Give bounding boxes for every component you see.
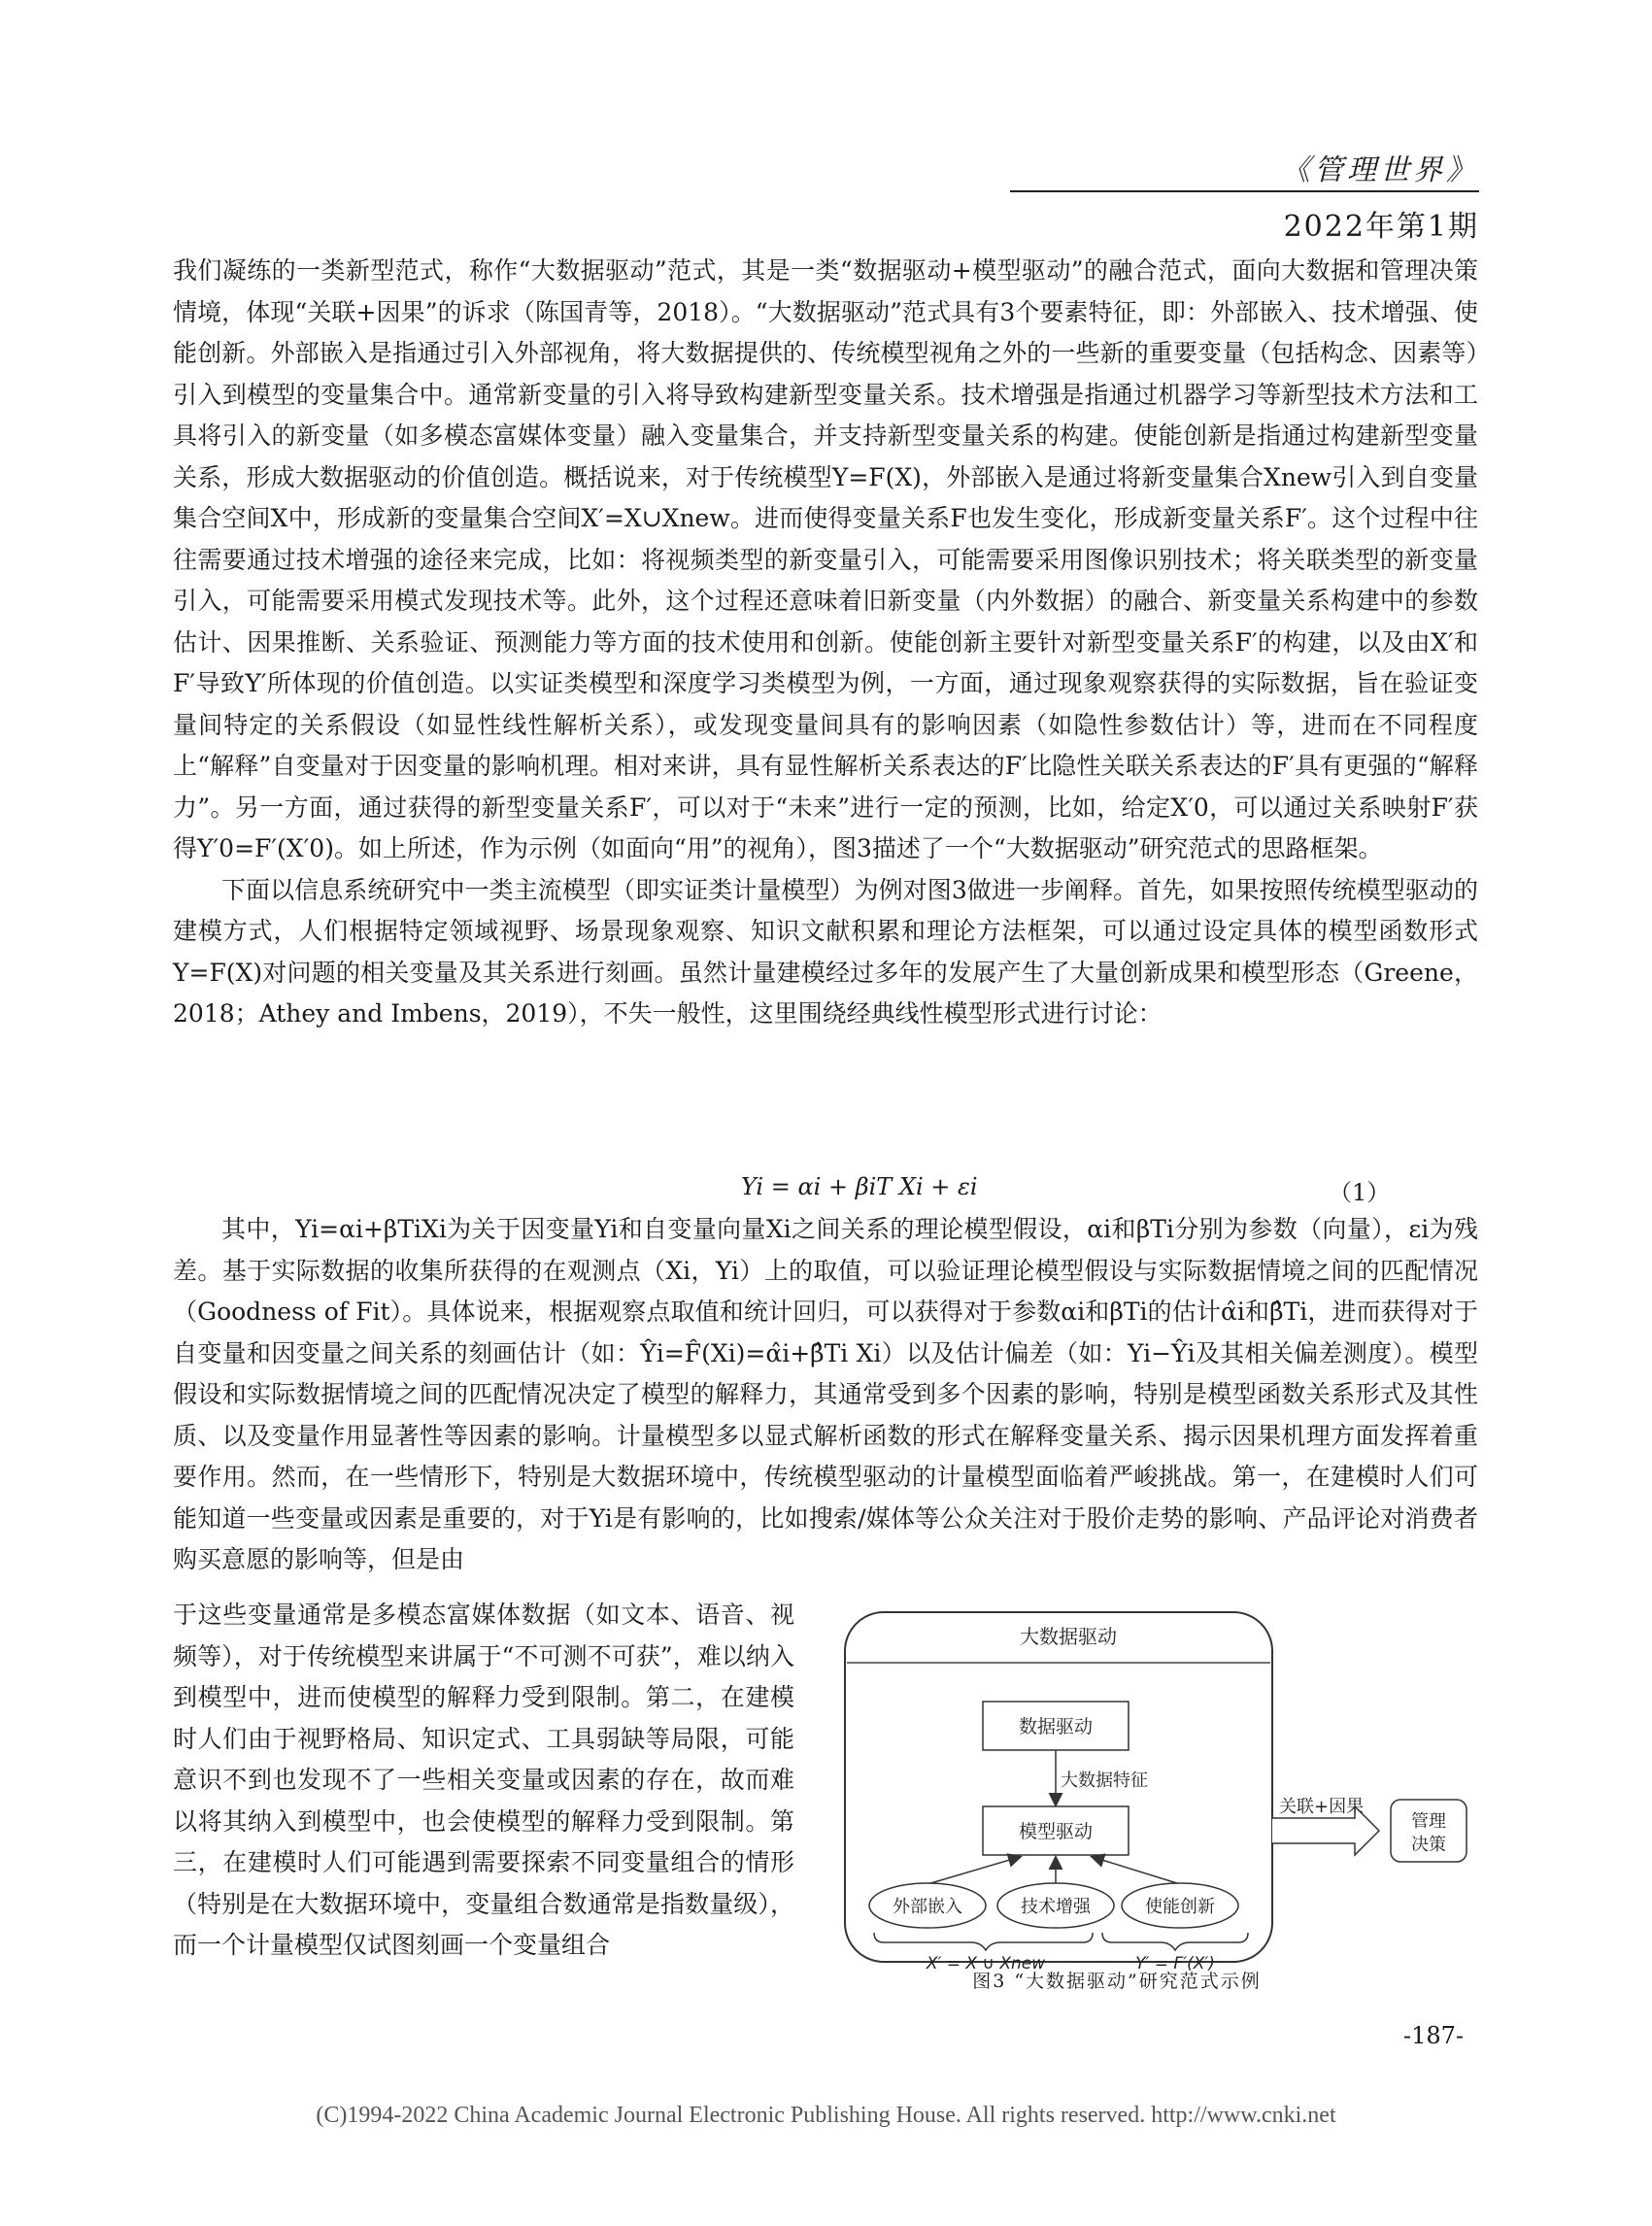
formula-y: Y′ = F′(X′)	[1135, 1954, 1215, 1972]
paragraph-4: 于这些变量通常是多模态富媒体数据（如文本、语音、视频等），对于传统模型来讲属于“不可测不可获”，难以纳入到模型中，进而使模型的解释力受到限制。第二，在建模时人们由于视野格局、知识定式、工具弱缺等局限，可能意识不到也发现不了一些相关变量或因素的存在，故而难以将其纳入到模型中，也会使模型的解释力受到限制。第三，在建模时人们可能遇到需要探索不同变量组合的情形（特别是在大数据环境中，变量组合数通常是指数量级），而一个计量模型仅试图刻画一个变量组合	[173, 1601, 794, 1959]
figure-diagram	[835, 1602, 1496, 1972]
brace-y	[1102, 1933, 1248, 1950]
big-data-features-label: 大数据特征	[1061, 1771, 1148, 1791]
paragraph-3: 其中，Yi=αi+βTiXi为关于因变量Yi和自变量向量Xi之间关系的理论模型假设，αi和βTi分别为参数（向量），εi为残差。基于实际数据的收集所获得的在观测点（Xi，Yi）上的取值，可以验证理论模型假设与实际数据情境之间的匹配情况（Goodness of Fit）。具体说来，根据观察点取值和统计回归，可以获得对于参数αi和βTi的估计α̂i和β̂Ti，进而获得对于自变量和因变量之间关系的刻画估计（如：Ŷi=F̂(Xi)=α̂i+β̂Ti Xi）以及估计偏差（如：Yi−Ŷi及其相关偏差测度）。模型假设和实际数据情境之间的匹配情况决定了模型的解释力，其通常受到多个因素的影响，特别是模型函数关系形式及其性质、以及变量作用显著性等因素的影响。计量模型多以显式解析函数的形式在解释变量关系、揭示因果机理方面发挥着重要作用。然而，在一些情形下，特别是大数据环境中，传统模型驱动的计量模型面临着严峻挑战。第一，在建模时人们可能知道一些变量或因素是重要的，对于Yi是有影响的，比如搜索/媒体等公众关注对于股价走势的影响、产品评论对消费者购买意愿的影响等，但是由	[173, 1215, 1478, 1573]
arrow-external-to-model	[927, 1857, 1020, 1884]
enabling-innovation-label: 使能创新	[1145, 1897, 1215, 1917]
issue-label: 2022年第1期	[1283, 210, 1479, 244]
data-driven-label: 数据驱动	[1018, 1716, 1094, 1737]
frame-title: 大数据驱动	[1020, 1625, 1117, 1648]
equation-body: Yi = αi + βiT Xi + εi	[741, 1173, 978, 1200]
paragraph-1: 我们凝练的一类新型范式，称作“大数据驱动”范式，其是一类“数据驱动+模型驱动”的融合范式，面向大数据和管理决策情境，体现“关联+因果”的诉求（陈国青等，2018）。“大数据驱动”范式具有3个要素特征，即：外部嵌入、技术增强、使能创新。外部嵌入是指通过引入外部视角，将大数据提供的、传统模型视角之外的一些新的重要变量（包括构念、因素等）引入到模型的变量集合中。通常新变量的引入将导致构建新型变量关系。技术增强是指通过机器学习等新型技术方法和工具将引入的新变量（如多模态富媒体变量）融入变量集合，并支持新型变量关系的构建。使能创新是指通过构建新型变量关系，形成大数据驱动的价值创造。概括说来，对于传统模型Y=F(X)，外部嵌入是通过将新变量集合Xnew引入到自变量集合空间X中，形成新的变量集合空间X′=X∪Xnew。进而使得变量关系F也发生变化，形成新变量关系F′。这个过程中往往需要通过技术增强的途径来完成，比如：将视频类型的新变量引入，可能需要采用图像识别技术；将关联类型的新变量引入，可能需要采用模式发现技术等。此外，这个过程还意味着旧新变量（内外数据）的融合、新变量关系构建中的参数估计、因果推断、关系验证、预测能力等方面的技术使用和创新。使能创新主要针对新型变量关系F′的构建，以及由X′和F′导致Y′所体现的价值创造。以实证类模型和深度学习类模型为例，一方面，通过现象观察获得的实际数据，旨在验证变量间特定的关系假设（如显性线性解析关系），或发现变量间具有的影响因素（如隐性参数估计）等，进而在不同程度上“解释”自变量对于因变量的影响机理。相对来讲，具有显性解析关系表达的F′比隐性关联关系表达的F′具有更强的“解释力”。另一方面，通过获得的新型变量关系F′，可以对于“未来”进行一定的预测，比如，给定X′0，可以通过关系映射F′获得Y′0=F′(X′0)。如上所述，作为示例（如面向“用”的视角），图3描述了一个“大数据驱动”研究范式的思路框架。	[173, 256, 1478, 862]
tech-enhancement-label: 技术增强	[1021, 1897, 1091, 1917]
formula-x: X′ = X ∪ Xnew	[926, 1954, 1046, 1972]
equation-number: （1）	[1329, 1179, 1391, 1206]
association-causality-label: 关联+因果	[1279, 1797, 1365, 1817]
equation-1	[173, 1165, 1478, 1206]
page-number: -187-	[1402, 2022, 1464, 2049]
text-block-top	[173, 251, 1478, 1035]
external-embedding-label: 外部嵌入	[893, 1897, 962, 1917]
text-block-left-column	[173, 1595, 794, 1967]
brace-x	[874, 1933, 1093, 1950]
text-block-middle	[173, 1209, 1478, 1581]
paragraph-2: 下面以信息系统研究中一类主流模型（即实证类计量模型）为例对图3做进一步阐释。首先，如果按照传统模型驱动的建模方式，人们根据特定领域视野、场景现象观察、知识文献积累和理论方法框架，可以通过设定具体的模型函数形式Y=F(X)对问题的相关变量及其关系进行刻画。虽然计量建模经过多年的发展产生了大量创新成果和模型形态（Greene，2018；Athey and Imbens，2019），不失一般性，这里围绕经典线性模型形式进行讨论：	[173, 875, 1478, 1028]
arrow-enable-to-model	[1093, 1857, 1180, 1884]
journal-name: 《管理世界》	[1281, 153, 1479, 187]
management-line-2: 决策	[1411, 1835, 1446, 1855]
management-line-1: 管理	[1411, 1811, 1446, 1832]
copyright-footer: (C)1994-2022 China Academic Journal Electronic Publishing House. All rights reserved. http://www.cnki.net	[316, 2103, 1336, 2128]
figure-caption: 图3 “大数据驱动”研究范式示例	[972, 1971, 1262, 1992]
figure-3	[835, 1602, 1496, 1972]
header-rule	[1010, 190, 1479, 192]
model-driven-label: 模型驱动	[1018, 1821, 1094, 1842]
